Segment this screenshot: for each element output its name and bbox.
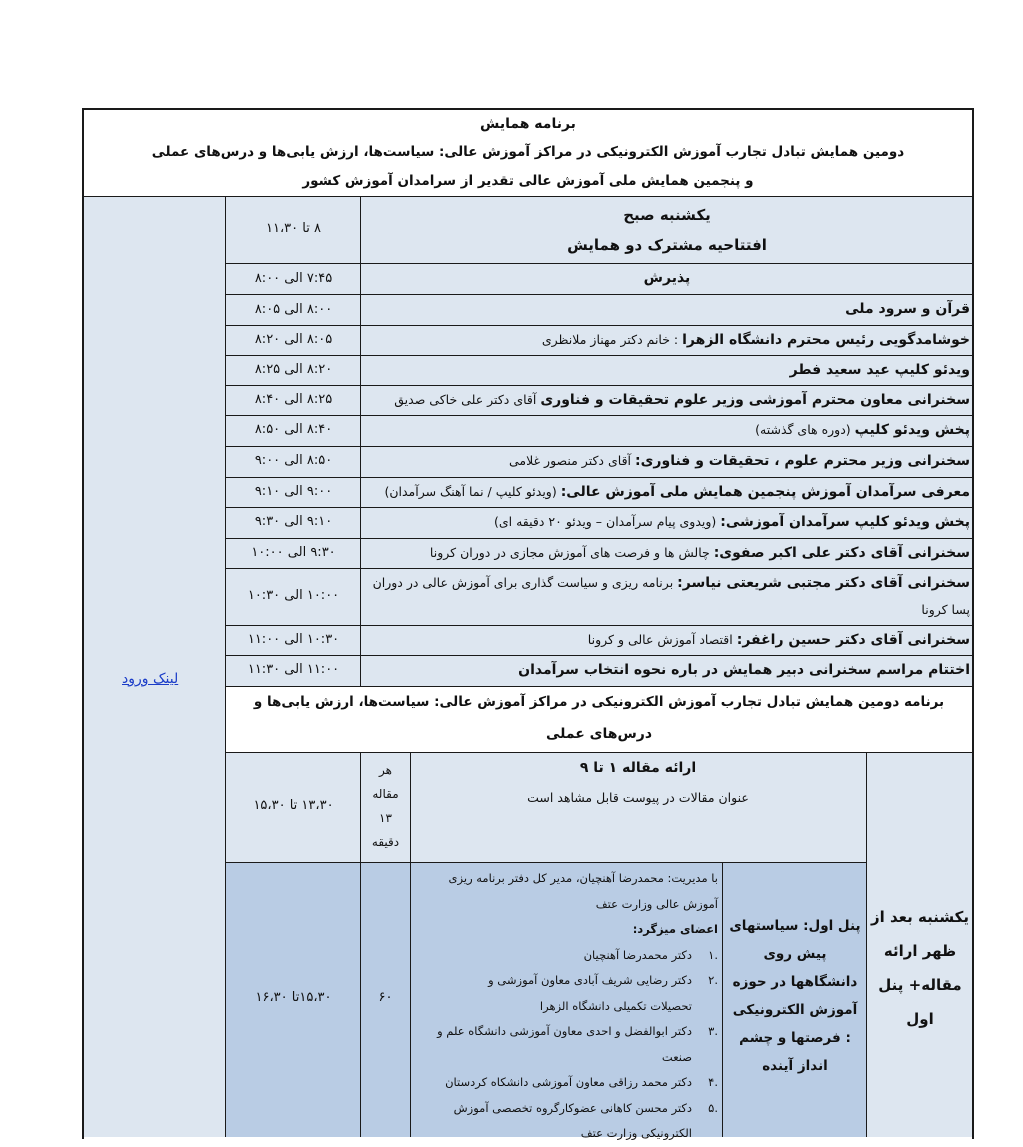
row-detail: برنامه ریزی و سیاست گذاری برای آموزش عالی در دوران: [372, 575, 678, 590]
row-detail: (دوره های گذشته): [755, 422, 855, 437]
panel-member: .۲دکتر رضایی شریف آبادی معاون آموزشی و: [488, 973, 718, 987]
row-time: ۸:۲۵ الی ۸:۴۰: [254, 392, 333, 407]
row-time: ۸:۰۰ الی ۸:۰۵: [254, 302, 333, 317]
row-lead: سخنرانی آقای دکتر حسین راغفر:: [736, 632, 970, 648]
schedule-row: [362, 331, 976, 349]
schedule-row: [362, 513, 976, 531]
papers-time: ۱۳،۳۰ تا ۱۵،۳۰: [253, 798, 334, 813]
row-detail: آقای دکتر منصور غلامی: [508, 453, 635, 468]
row-detail: اقتصاد آموزش عالی و کرونا: [587, 632, 737, 647]
schedule-row: [362, 574, 976, 592]
row-lead: معرفی سرآمدان آموزش پنجمین همایش ملی آموزش عالی:: [560, 484, 970, 500]
program-title: برنامه همایش: [480, 116, 576, 132]
panel-member: .۳دکتر ابوالفضل و احدی معاون آموزشی دانشگاه علم و: [437, 1024, 718, 1038]
row-lead: قرآن و سرود ملی: [845, 301, 970, 317]
row-detail-continued: پسا کرونا: [921, 602, 970, 617]
papers-title: ارائه مقاله ۱ تا ۹: [579, 760, 697, 776]
afternoon-label: یکشنبه بعد از ظهر ارائه مقاله+ پنل اول: [871, 908, 969, 1028]
panel-member: .۵دکتر محسن کاهانی عضوکارگروه تخصصی آموزش: [453, 1100, 718, 1115]
schedule-row: [362, 631, 976, 649]
papers-duration: هر مقاله ۱۳ دقیقه: [371, 763, 400, 849]
row-lead: سخنرانی معاون محترم آموزشی وزیر علوم تحقیقات و فناوری: [540, 392, 970, 408]
conference-title-line: دومین همایش تبادل تجارب آموزش الکترونیکی در مراکز آموزش عالی: سیاست‌ها، ارزش یابی‌ها و درس‌های عملی: [151, 144, 905, 160]
panel-members-label: اعضای میزگرد:: [632, 922, 718, 936]
schedule-row: [362, 300, 976, 318]
panel-time: ۱۵،۳۰تا ۱۶،۳۰: [255, 990, 332, 1005]
row-lead: پخش ویدئو کلیپ سرآمدان آموزشی:: [720, 514, 970, 530]
row-detail: : خانم دکتر مهناز ملانظری: [541, 332, 683, 347]
opening-ceremony-heading: افتتاحیه مشترک دو همایش: [567, 236, 767, 254]
row-detail: آقای دکتر علی خاکی صدیق: [394, 392, 541, 407]
row-time: ۹:۳۰ الی ۱۰:۰۰: [251, 545, 336, 560]
row-detail: چالش ها و فرصت های آموزش مجازی در دوران کرونا: [429, 545, 714, 560]
row-time: ۷:۴۵ الی ۸:۰۰: [254, 271, 333, 286]
panel-details: با مدیریت: محمدرضا آهنچیان، مدیر کل دفتر برنامه ریزی آموزش عالی وزارت عتف اعضای میزگرد: .۱دکتر محمدرضا آهنچیان .۲دکتر رضایی شریف آبادی معاون آموزشی و تحصیلات تکمیلی دانشگاه الزهرا .۳دکتر ابوالفضل و احدی معاون آموزشی دانشگاه علم و صنعت .۴دکتر محمد رزاقی معاون آموزشی دانشکاه کردستان .۵دکتر محسن کاهانی عضوکارگروه تخصصی آموزش الکترونیکی وزارت عتف: [412, 866, 718, 1147]
row-lead: خوشامدگویی رئیس محترم دانشگاه الزهرا: [682, 332, 970, 348]
row-lead: ویدئو کلیپ عید سعید فطر: [789, 362, 970, 378]
panel-moderator: با مدیریت: محمدرضا آهنچیان، مدیر کل دفتر برنامه ریزی: [448, 871, 718, 885]
conference-subtitle-line: و پنجمین همایش ملی آموزش عالی تقدیر از سرامدان آموزش کشور: [302, 173, 754, 189]
row-time: ۱۰:۰۰ الی ۱۰:۳۰: [247, 588, 340, 603]
reception-row: پذیرش: [643, 270, 691, 286]
row-detail: (ویدئو کلیپ / نما آهنگ سرآمدان): [384, 484, 561, 499]
panel-member: .۴دکتر محمد رزاقی معاون آموزشی دانشکاه کردستان: [445, 1075, 718, 1089]
schedule-row: [362, 452, 976, 470]
panel-title: پنل اول: سیاستهای پیش روی دانشگاهها در حوزه آموزش الکترونیکی : فرصتها و چشم انداز آینده: [729, 918, 861, 1074]
panel-member: .۱دکتر محمدرضا آهنچیان: [583, 947, 718, 962]
row-time: ۸:۵۰ الی ۹:۰۰: [254, 453, 333, 468]
row-lead: اختتام مراسم سخنرانی دبیر همایش در باره نحوه انتخاب سرآمدان: [518, 662, 970, 678]
schedule-row: [362, 391, 976, 409]
panel-duration: ۶۰: [378, 990, 393, 1005]
papers-note: عنوان مقالات در پیوست قابل مشاهد است: [527, 790, 749, 805]
schedule-row: [362, 661, 976, 679]
row-time: ۸:۲۰ الی ۸:۲۵: [254, 362, 333, 377]
row-lead: سخنرانی آقای دکتر مجتبی شریعتی نیاسر:: [677, 575, 970, 591]
afternoon-program-title: برنامه دومین همایش تبادل تجارب آموزش الکترونیکی در مراکز آموزش عالی: سیاست‌ها، ارزش یابی‌ها و: [253, 694, 945, 710]
row-time: ۱۰:۳۰ الی ۱۱:۰۰: [247, 632, 340, 647]
schedule-row: [362, 544, 976, 562]
morning-time: ۸ تا ۱۱،۳۰: [266, 221, 321, 236]
login-link[interactable]: لینک ورود: [122, 671, 179, 687]
row-lead: پخش ویدئو کلیپ: [854, 422, 970, 438]
row-detail: (ویدوی پیام سرآمدان – ویدئو ۲۰ دقیقه ای): [493, 514, 721, 529]
schedule-row: [362, 483, 976, 501]
morning-day-heading: یکشنبه صبح: [623, 206, 711, 224]
row-time: ۱۱:۰۰ الی ۱۱:۳۰: [247, 662, 340, 677]
afternoon-program-title-cont: درس‌های عملی: [545, 726, 653, 742]
schedule-row: [362, 421, 976, 439]
row-time: ۹:۰۰ الی ۹:۱۰: [254, 484, 333, 499]
row-time: ۸:۰۵ الی ۸:۲۰: [254, 332, 333, 347]
row-time: ۸:۴۰ الی ۸:۵۰: [254, 422, 333, 437]
row-time: ۹:۱۰ الی ۹:۳۰: [254, 514, 333, 529]
row-lead: سخنرانی وزیر محترم علوم ، تحقیقات و فناوری:: [635, 453, 970, 469]
schedule-row: [362, 361, 976, 379]
row-lead: سخنرانی آقای دکتر علی اکبر صفوی:: [713, 545, 970, 561]
